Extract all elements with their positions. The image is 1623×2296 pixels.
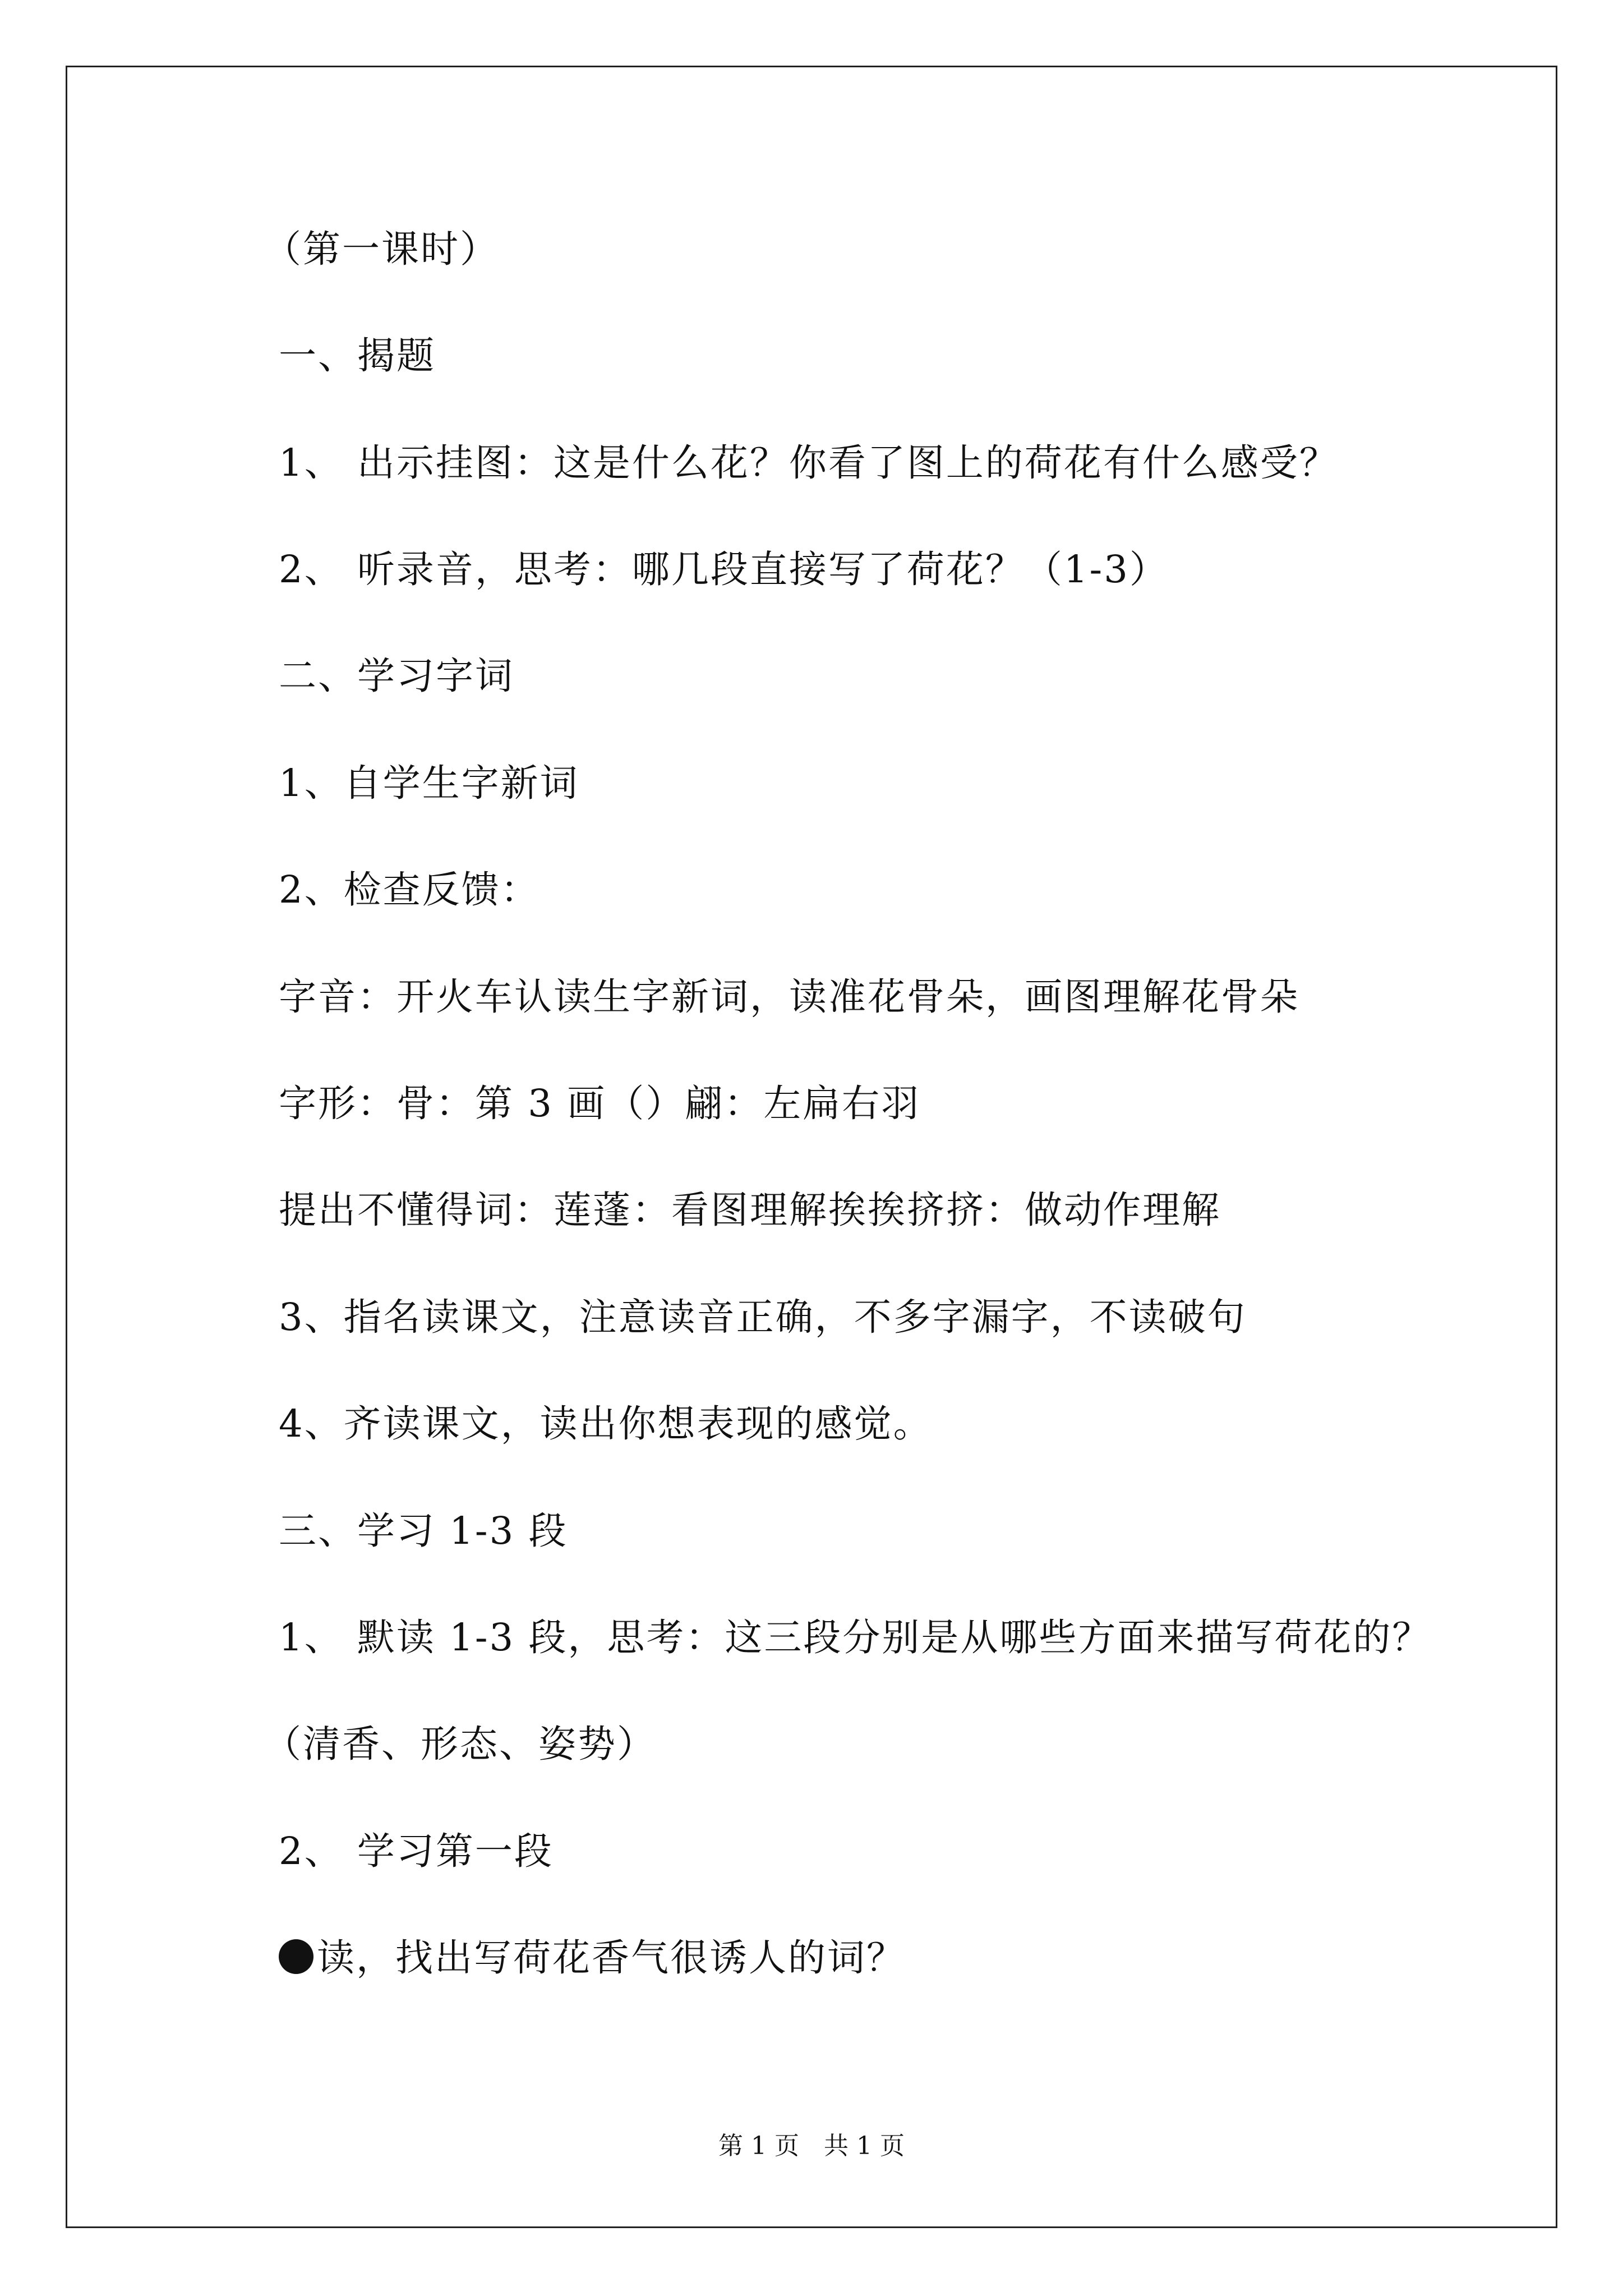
- paragraph-line: 3、指名读课文，注意读音正确，不多字漏字，不读破句: [279, 1295, 1247, 1339]
- bullet-icon: [279, 1939, 313, 1974]
- section-heading-2: 二、学习字词: [279, 654, 514, 698]
- page-border: [66, 66, 1557, 2228]
- paragraph-line: 字音：开火车认读生字新词，读准花骨朵，画图理解花骨朵: [279, 975, 1299, 1019]
- page-number: 第 1 页: [718, 2132, 799, 2160]
- paragraph-line: 字形：骨：第 3 画（）翩：左扁右羽: [279, 1082, 921, 1125]
- paragraph-line: 2、检查反馈：: [279, 868, 540, 912]
- paragraph-line: 1、自学生字新词: [279, 761, 579, 805]
- page-total: 共 1 页: [824, 2132, 905, 2160]
- section-heading-3: 三、学习 1-3 段: [279, 1509, 568, 1553]
- paragraph-line: 4、齐读课文，读出你想表现的感觉。: [279, 1402, 933, 1446]
- bullet-paragraph-text: 读，找出写荷花香气很诱人的词？: [317, 1936, 906, 1980]
- paragraph-line: 1、 出示挂图：这是什么花？你看了图上的荷花有什么感受？: [279, 441, 1339, 485]
- paragraph-line: （清香、形态、姿势）: [264, 1722, 656, 1766]
- bullet-paragraph: [279, 1935, 906, 1980]
- section-heading-1: 一、揭题: [279, 334, 436, 378]
- page-footer: [0, 2131, 1623, 2162]
- paragraph-line: 2、 学习第一段: [279, 1829, 554, 1873]
- paragraph-line: 提出不懂得词：莲蓬：看图理解挨挨挤挤：做动作理解: [279, 1188, 1221, 1232]
- paragraph-line: 1、 默读 1-3 段，思考：这三段分别是从哪些方面来描写荷花的？: [279, 1616, 1432, 1659]
- lesson-period-heading: （第一课时）: [264, 227, 499, 271]
- paragraph-line: 2、 听录音，思考：哪几段直接写了荷花？（1-3）: [279, 547, 1169, 591]
